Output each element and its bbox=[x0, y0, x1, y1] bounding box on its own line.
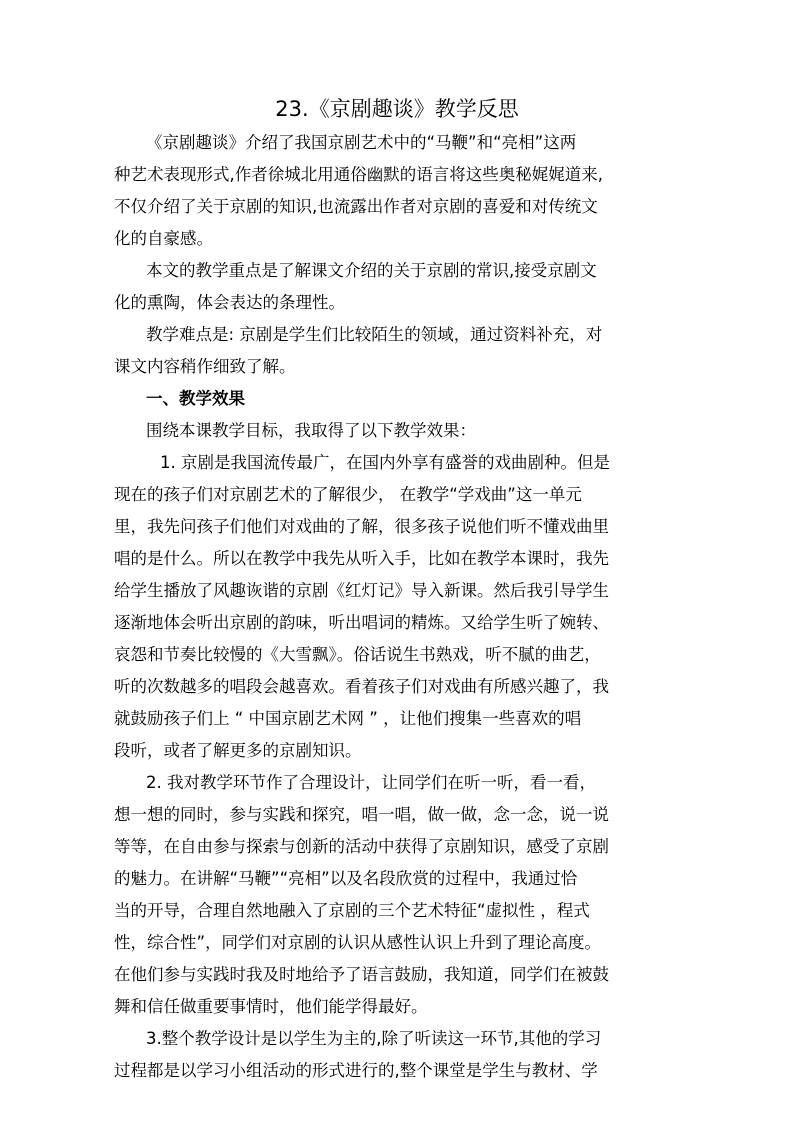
item-1-line-3: 里，我先问孩子们他们对戏曲的了解，很多孩子说他们听不懂戏曲里 bbox=[114, 517, 609, 536]
item-1-line-5: 给学生播放了风趣诙谐的京剧《红灯记》导入新课。然后我引导学生 bbox=[114, 581, 609, 600]
item-2-line-4: 的魅力。在讲解“马鞭”“亮相”以及名段欣赏的过程中，我通过恰 bbox=[114, 869, 578, 888]
item-2-line-3: 等等，在自由参与探索与创新的活动中获得了京剧知识，感受了京剧 bbox=[114, 837, 609, 856]
item-1-line-9: 就鼓励孩子们上 “ 中国京剧艺术网 ” ，让他们搜集一些喜欢的唱 bbox=[114, 709, 582, 728]
item-2-line-7: 在他们参与实践时我及时地给予了语言鼓励，我知道，同学们在被鼓 bbox=[114, 965, 609, 984]
item-2-line-5: 当的开导，合理自然地融入了京剧的三个艺术特征“虚拟性 ，程式 bbox=[114, 901, 590, 920]
item-2-line-6: 性，综合性”，同学们对京剧的认识从感性认识上升到了理论高度。 bbox=[114, 933, 602, 952]
paragraph-2-line-1: 本文的教学重点是了解课文介绍的关于京剧的常识,接受京剧文 bbox=[146, 261, 597, 280]
item-1-line-4: 唱的是什么。所以在教学中我先从听入手，比如在教学本课时，我先 bbox=[114, 549, 609, 568]
item-2-line-8: 舞和信任做重要事情时，他们能学得最好。 bbox=[114, 997, 428, 1016]
item-3-line-1: 3.整个教学设计是以学生为主的,除了听读这一环节,其他的学习 bbox=[146, 1029, 602, 1048]
item-1-line-6: 逐渐地体会听出京剧的韵味，听出唱词的精炼。又给学生听了婉转、 bbox=[114, 613, 609, 632]
paragraph-1-line-1: 《京剧趣谈》介绍了我国京剧艺术中的“马鞭”和“亮相”这两 bbox=[146, 133, 577, 152]
section-heading: 一、教学效果 bbox=[146, 389, 245, 408]
paragraph-2-line-2: 化的熏陶，体会表达的条理性。 bbox=[114, 293, 345, 312]
item-1-line-10: 段听，或者了解更多的京剧知识。 bbox=[114, 741, 362, 760]
paragraph-1-line-3: 不仅介绍了关于京剧的知识,也流露出作者对京剧的喜爱和对传统文 bbox=[114, 197, 598, 216]
item-1-line-8: 听的次数越多的唱段会越喜欢。看着孩子们对戏曲有所感兴趣了，我 bbox=[114, 677, 609, 696]
item-2-line-2: 想一想的同时，参与实践和探究，唱一唱，做一做，念一念，说一说 bbox=[114, 805, 609, 824]
paragraph-3-line-1: 教学难点是: 京剧是学生们比较陌生的领域，通过资料补充，对 bbox=[146, 325, 603, 344]
intro-line: 围绕本课教学目标，我取得了以下教学效果： bbox=[146, 421, 476, 440]
paragraph-1-line-2: 种艺术表现形式,作者徐城北用通俗幽默的语言将这些奥秘娓娓道来, bbox=[114, 165, 603, 184]
paragraph-1-line-4: 化的自豪感。 bbox=[114, 229, 213, 248]
item-1-line-1: 1. 京剧是我国流传最广，在国内外享有盛誉的戏曲剧种。但是 bbox=[160, 453, 610, 472]
item-1-line-2: 现在的孩子们对京剧艺术的了解很少， 在教学“学戏曲”这一单元 bbox=[114, 485, 582, 504]
paragraph-3-line-2: 课文内容稍作细致了解。 bbox=[114, 357, 296, 376]
item-2-line-1: 2. 我对教学环节作了合理设计，让同学们在听一听，看一看， bbox=[146, 773, 596, 792]
item-1-line-7: 哀怨和节奏比较慢的《大雪飘》。俗话说生书熟戏，听不腻的曲艺， bbox=[114, 645, 601, 664]
item-3-line-2: 过程都是以学习小组活动的形式进行的,整个课堂是学生与教材、学 bbox=[114, 1061, 598, 1080]
page-title: 23.《京剧趣谈》教学反思 bbox=[275, 97, 519, 121]
